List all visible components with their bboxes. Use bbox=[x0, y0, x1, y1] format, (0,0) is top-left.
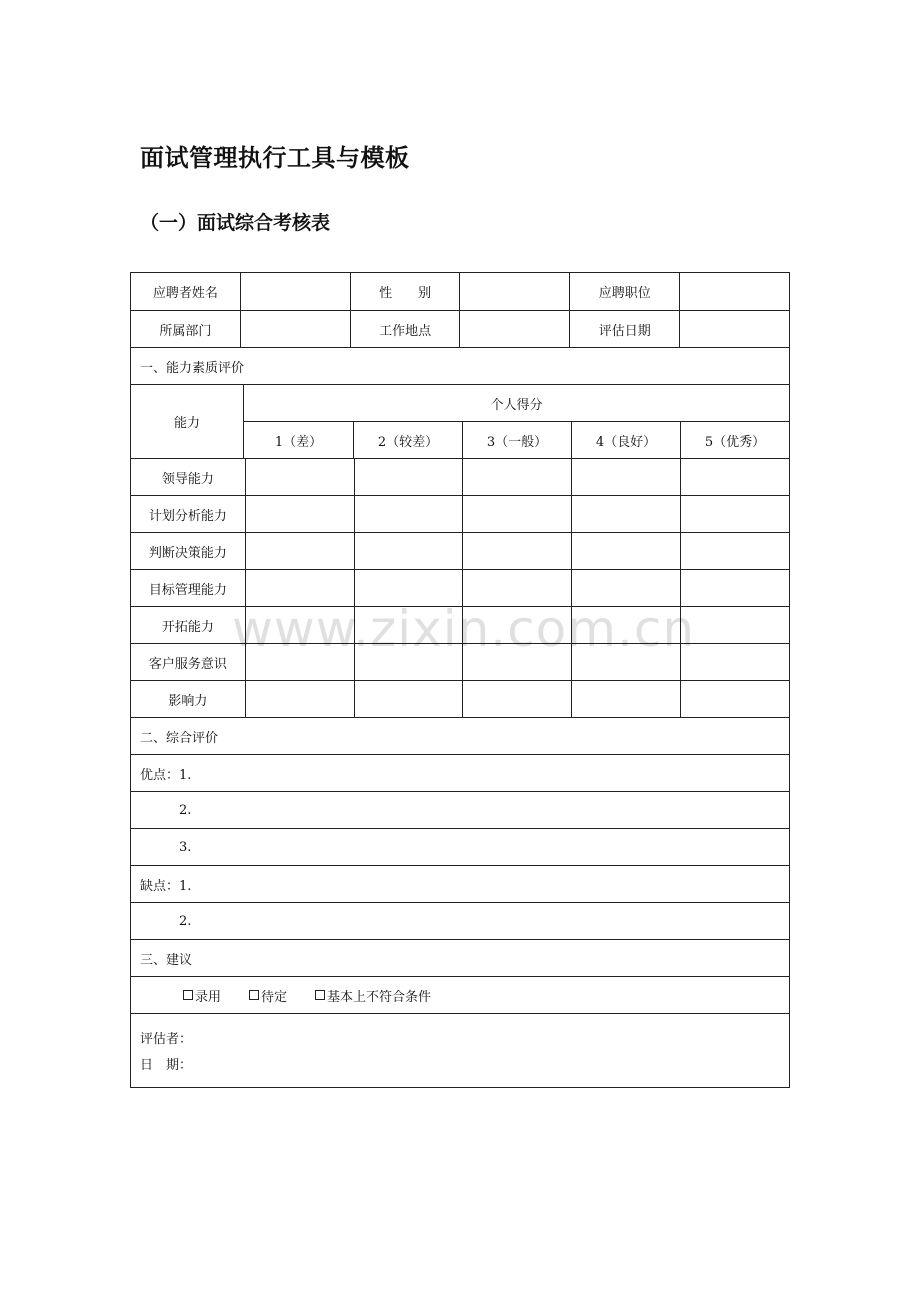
ability-name: 影响力 bbox=[168, 693, 208, 709]
score-cell[interactable] bbox=[354, 533, 463, 569]
ability-name: 客户服务意识 bbox=[148, 656, 227, 672]
applicant-name-field[interactable] bbox=[240, 273, 350, 310]
recommendation-options bbox=[131, 976, 789, 1013]
ability-row bbox=[131, 606, 789, 643]
ability-row bbox=[131, 680, 789, 717]
score-cell[interactable] bbox=[680, 607, 789, 643]
score-cell[interactable] bbox=[245, 496, 354, 532]
score-cell[interactable] bbox=[462, 459, 571, 495]
score-cell[interactable] bbox=[680, 496, 789, 532]
position-label: 应聘职位 bbox=[569, 273, 679, 310]
score-cell[interactable] bbox=[680, 681, 789, 717]
weakness-row-2[interactable] bbox=[131, 902, 789, 939]
score-cell[interactable] bbox=[571, 533, 680, 569]
weaknesses-label: 缺点：1. bbox=[140, 878, 192, 894]
ability-row bbox=[131, 495, 789, 532]
department-label: 所属部门 bbox=[159, 323, 212, 339]
score-cell[interactable] bbox=[680, 570, 789, 606]
score-cell[interactable] bbox=[354, 570, 463, 606]
score-cell[interactable] bbox=[462, 644, 571, 680]
evaluation-date-label: 评估日期 bbox=[569, 311, 679, 347]
info-row-1 bbox=[131, 273, 789, 310]
weakness-item-2: 2. bbox=[179, 913, 192, 929]
score-cell[interactable] bbox=[245, 459, 354, 495]
strength-row-3[interactable] bbox=[131, 828, 789, 865]
score-cell[interactable] bbox=[354, 681, 463, 717]
score-cell[interactable] bbox=[571, 496, 680, 532]
score-cell[interactable] bbox=[245, 570, 354, 606]
score-cell[interactable] bbox=[462, 681, 571, 717]
score-level-3: 3（一般） bbox=[462, 422, 571, 458]
page-title: 面试管理执行工具与模板 bbox=[140, 144, 410, 172]
option-not-qualified[interactable] bbox=[315, 986, 431, 1005]
score-cell[interactable] bbox=[462, 533, 571, 569]
section-1-header bbox=[131, 347, 789, 384]
gender-field[interactable] bbox=[459, 273, 569, 310]
score-cell[interactable] bbox=[571, 644, 680, 680]
score-cell[interactable] bbox=[571, 607, 680, 643]
section-2-label: 二、综合评价 bbox=[140, 730, 219, 746]
ability-name: 开拓能力 bbox=[161, 619, 214, 635]
score-cell[interactable] bbox=[245, 644, 354, 680]
checkbox-icon[interactable] bbox=[315, 990, 325, 1000]
score-cell[interactable] bbox=[571, 570, 680, 606]
watermark: www.zixin.com.cn bbox=[232, 600, 696, 658]
applicant-name-label: 应聘者姓名 bbox=[152, 286, 218, 301]
strengths-label: 优点：1. bbox=[140, 767, 192, 783]
score-cell[interactable] bbox=[571, 459, 680, 495]
score-cell[interactable] bbox=[680, 644, 789, 680]
strength-item-2: 2. bbox=[179, 802, 192, 818]
evaluator-label: 评估者： bbox=[140, 1031, 193, 1047]
strength-row-2[interactable] bbox=[131, 791, 789, 828]
ability-column-header: 能力 bbox=[131, 385, 244, 458]
department-field[interactable] bbox=[240, 311, 350, 347]
section-2-header bbox=[131, 717, 789, 754]
score-cell[interactable] bbox=[245, 681, 354, 717]
checkbox-icon[interactable] bbox=[183, 990, 193, 1000]
personal-score-header: 个人得分 bbox=[244, 385, 789, 422]
score-level-1: 1（差） bbox=[274, 434, 323, 450]
score-cell[interactable] bbox=[245, 533, 354, 569]
section-1-label: 一、能力素质评价 bbox=[140, 360, 245, 376]
strength-row-1[interactable] bbox=[131, 754, 789, 791]
weakness-row-1[interactable] bbox=[131, 865, 789, 902]
evaluation-date-field[interactable] bbox=[679, 311, 789, 347]
ability-name: 计划分析能力 bbox=[148, 508, 227, 524]
score-cell[interactable] bbox=[462, 570, 571, 606]
date-label: 日 期： bbox=[140, 1057, 193, 1073]
section-3-label: 三、建议 bbox=[140, 952, 193, 968]
info-row-2 bbox=[131, 310, 789, 347]
score-level-2: 2（较差） bbox=[353, 422, 462, 458]
option-pending[interactable] bbox=[249, 986, 287, 1005]
score-cell[interactable] bbox=[354, 644, 463, 680]
score-cell[interactable] bbox=[571, 681, 680, 717]
ability-row bbox=[131, 532, 789, 569]
checkbox-icon[interactable] bbox=[249, 990, 259, 1000]
score-cell[interactable] bbox=[354, 607, 463, 643]
interview-assessment-form bbox=[130, 272, 790, 1088]
score-cell[interactable] bbox=[680, 459, 789, 495]
signoff-block bbox=[131, 1013, 789, 1087]
work-location-label: 工作地点 bbox=[350, 311, 460, 347]
score-cell[interactable] bbox=[462, 496, 571, 532]
score-cell[interactable] bbox=[462, 607, 571, 643]
gender-label: 性 别 bbox=[350, 273, 460, 310]
work-location-field[interactable] bbox=[459, 311, 569, 347]
ability-name: 目标管理能力 bbox=[148, 582, 227, 598]
score-level-4: 4（良好） bbox=[571, 422, 680, 458]
score-cell[interactable] bbox=[354, 496, 463, 532]
ability-row bbox=[131, 569, 789, 606]
position-field[interactable] bbox=[679, 273, 789, 310]
option-not-qualified-label: 基本上不符合条件 bbox=[327, 989, 432, 1005]
score-cell[interactable] bbox=[245, 607, 354, 643]
ability-row bbox=[131, 458, 789, 495]
section-subtitle: （一）面试综合考核表 bbox=[140, 212, 331, 234]
score-level-5: 5（优秀） bbox=[680, 422, 789, 458]
ability-row bbox=[131, 643, 789, 680]
option-hire-label: 录用 bbox=[195, 989, 222, 1005]
ability-name: 判断决策能力 bbox=[148, 545, 227, 561]
ability-name: 领导能力 bbox=[161, 471, 214, 487]
option-pending-label: 待定 bbox=[261, 989, 288, 1005]
option-hire[interactable] bbox=[183, 986, 221, 1005]
score-header bbox=[131, 384, 789, 458]
score-cell[interactable] bbox=[680, 533, 789, 569]
score-cell[interactable] bbox=[354, 459, 463, 495]
section-3-header bbox=[131, 939, 789, 976]
strength-item-3: 3. bbox=[179, 839, 192, 855]
